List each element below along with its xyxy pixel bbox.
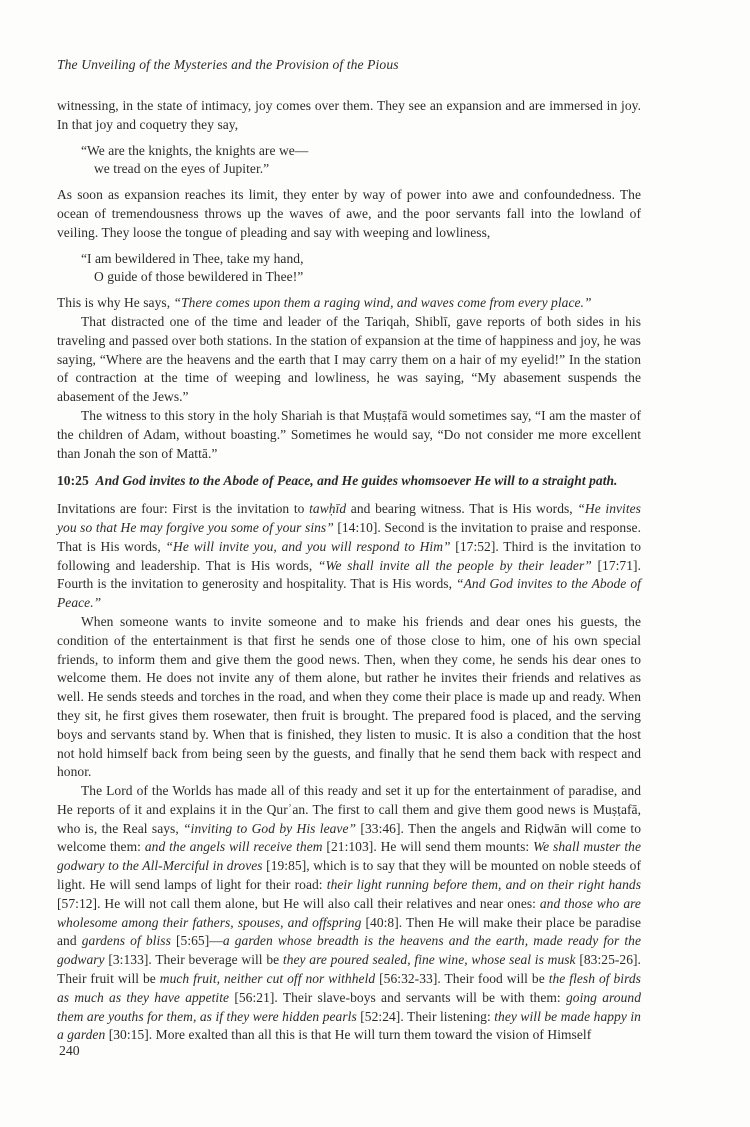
text-segment: going around them are youths for them, as if they were hidden pearls [57, 989, 642, 1024]
body-paragraph [57, 500, 641, 613]
text-segment: [52:24]. Their listening: [356, 1008, 495, 1024]
quran-verse-heading [57, 472, 641, 491]
text-segment: [56:21]. Their slave-boys and servants will be with them: [229, 989, 566, 1005]
body-paragraph [57, 313, 641, 407]
text-segment: [83:25-26]. Their fruit will be [57, 952, 641, 987]
text-segment: 10:25 [57, 473, 96, 489]
text-segment: “And God invites to the Abode of Peace.” [57, 576, 641, 611]
text-segment: they are poured sealed, fine wine, whose seal is musk [282, 952, 576, 968]
text-segment: And God invites to the Abode of Peace, and He guides whomsoever He will to a straight path. [95, 473, 618, 489]
verse-line: “I am bewildered in Thee, take my hand, [81, 250, 304, 266]
text-segment: [17:52]. Third is the invitation to following and leadership. That is His words, [57, 538, 641, 573]
text-segment: gardens of bliss [81, 933, 171, 949]
verse-line: “We are the knights, the knights are we— [81, 142, 309, 158]
text-segment: [40:8]. Then He will make their place be paradise and [57, 914, 641, 949]
text-segment: When someone wants to invite someone and to make his friends and dear ones his guests, the condition of the entertainment is that first he sends one of those close to him, one of his own special friends, to inform them and give them the good news. Then, when they come, he sends his dear ones to welcome them. He does not invite any of them alone, but rather he invites their friends and relatives as well. He sends steeds and torches in the road, and when they come their place is made up and ready. When they sit, he first gives them rosewater, then fruit is brought. The prepared food is placed, and the serving boys and servants stand by. When that is finished, they listen to music. It is also a condition that the host not hold himself back from being seen by the guests, and finally that he send them back with respect and honor. [57, 613, 641, 780]
text-segment: [14:10]. Second is the invitation to praise and response. That is His words, [57, 519, 641, 554]
text-segment: That distracted one of the time and leader of the Tariqah, Shiblī, gave reports of both sides in his traveling and passed over both stations. In the station of expansion at the time of happiness and joy, he was saying, “Where are the heavens and the earth that I may carry them on a hair of my eyelid!” In the station of contraction at the time of weeping and lowliness, he was saying, “My abasement suspends the abasement of the Jews.” [57, 313, 641, 405]
body-paragraph [57, 613, 641, 782]
text-segment: and those who are wholesome among their fathers, spouses, and offspring [57, 895, 641, 930]
text-segment: and bearing witness. That is His words, [346, 501, 578, 517]
text-segment: [33:46]. Then the angels and Riḍwān will come to welcome them: [57, 820, 641, 855]
body-paragraph [57, 782, 641, 1045]
text-segment: [19:85], which is to say that they will be mounted on noble steeds of light. He will send lamps of light for their road: [57, 858, 642, 893]
text-segment: [30:15]. More exalted than all this is that He will turn them toward the vision of Himself [105, 1027, 592, 1043]
text-segment: [21:103]. He will send them mounts: [322, 839, 534, 855]
text-segment: a garden whose breadth is the heavens and the earth, made ready for the godwary [57, 933, 641, 968]
text-segment: Invitations are four: First is the invitation to [57, 501, 310, 517]
page-number: 240 [59, 1043, 80, 1058]
text-segment: “He invites you so that He may forgive you some of your sins” [57, 501, 641, 535]
text-segment: witnessing, in the state of intimacy, joy comes over them. They see an expansion and are immersed in joy. In that joy and coquetry they say, [57, 98, 641, 132]
text-segment: [56:32-33]. Their food will be [375, 971, 549, 987]
text-segment: “We shall invite all the people by their leader” [317, 557, 592, 573]
text-segment: the flesh of birds as much as they have appetite [57, 971, 641, 1005]
text-segment: [57:12]. He will not call them alone, but He will also call their relatives and near ones: [57, 895, 540, 911]
text-segment: “inviting to God by His leave” [183, 820, 357, 836]
running-header: The Unveiling of the Mysteries and the Provision of the Pious [57, 57, 399, 72]
verse-block [81, 142, 641, 180]
text-segment: This is why He says, [57, 295, 174, 311]
body-paragraph [57, 186, 641, 242]
body-paragraph [57, 294, 641, 313]
text-segment: As soon as expansion reaches its limit, they enter by way of power into awe and confoundedness. The ocean of tremendousness throws up the waves of awe, and the poor servants fall into the lowland of veiling. They loose the tongue of pleading and say with weeping and lowliness, [57, 187, 641, 240]
text-block [57, 97, 641, 1045]
body-paragraph [57, 407, 641, 463]
body-paragraph [57, 97, 641, 135]
verse-line: O guide of those bewildered in Thee!” [94, 269, 304, 285]
text-segment: The Lord of the Worlds has made all of this ready and set it up for the entertainment of paradise, and He reports of it and explains it in the Qurʾan. The first to call them and give them good news is Muṣṭafā, who is, the Real says, [57, 783, 641, 836]
text-segment: they will be made happy in a garden [57, 1008, 641, 1043]
text-segment: “He will invite you, and you will respond to Him” [165, 538, 451, 554]
text-segment: [17:71]. Fourth is the invitation to generosity and hospitality. That is His words, [57, 557, 641, 592]
text-segment: We shall muster the godwary to the All-Merciful in droves [57, 839, 641, 874]
verse-block [81, 250, 641, 288]
text-segment: “There comes upon them a raging wind, and waves come from every place.” [173, 295, 592, 311]
text-segment: [3:133]. Their beverage will be [104, 952, 283, 968]
text-segment: The witness to this story in the holy Shariah is that Muṣṭafā would sometimes say, “I am the master of the children of Adam, without boasting.” Sometimes he would say, “Do not consider me more excellent than Jonah the son of Mattā.” [57, 407, 641, 461]
verse-line: we tread on the eyes of Jupiter.” [94, 161, 270, 177]
text-segment: tawḥīd [309, 501, 347, 517]
text-segment: and the angels will receive them [144, 839, 323, 855]
text-segment: their light running before them, and on their right hands [326, 877, 641, 893]
text-segment: much fruit, neither cut off nor withheld [159, 971, 376, 987]
text-segment: [5:65]— [170, 933, 223, 949]
